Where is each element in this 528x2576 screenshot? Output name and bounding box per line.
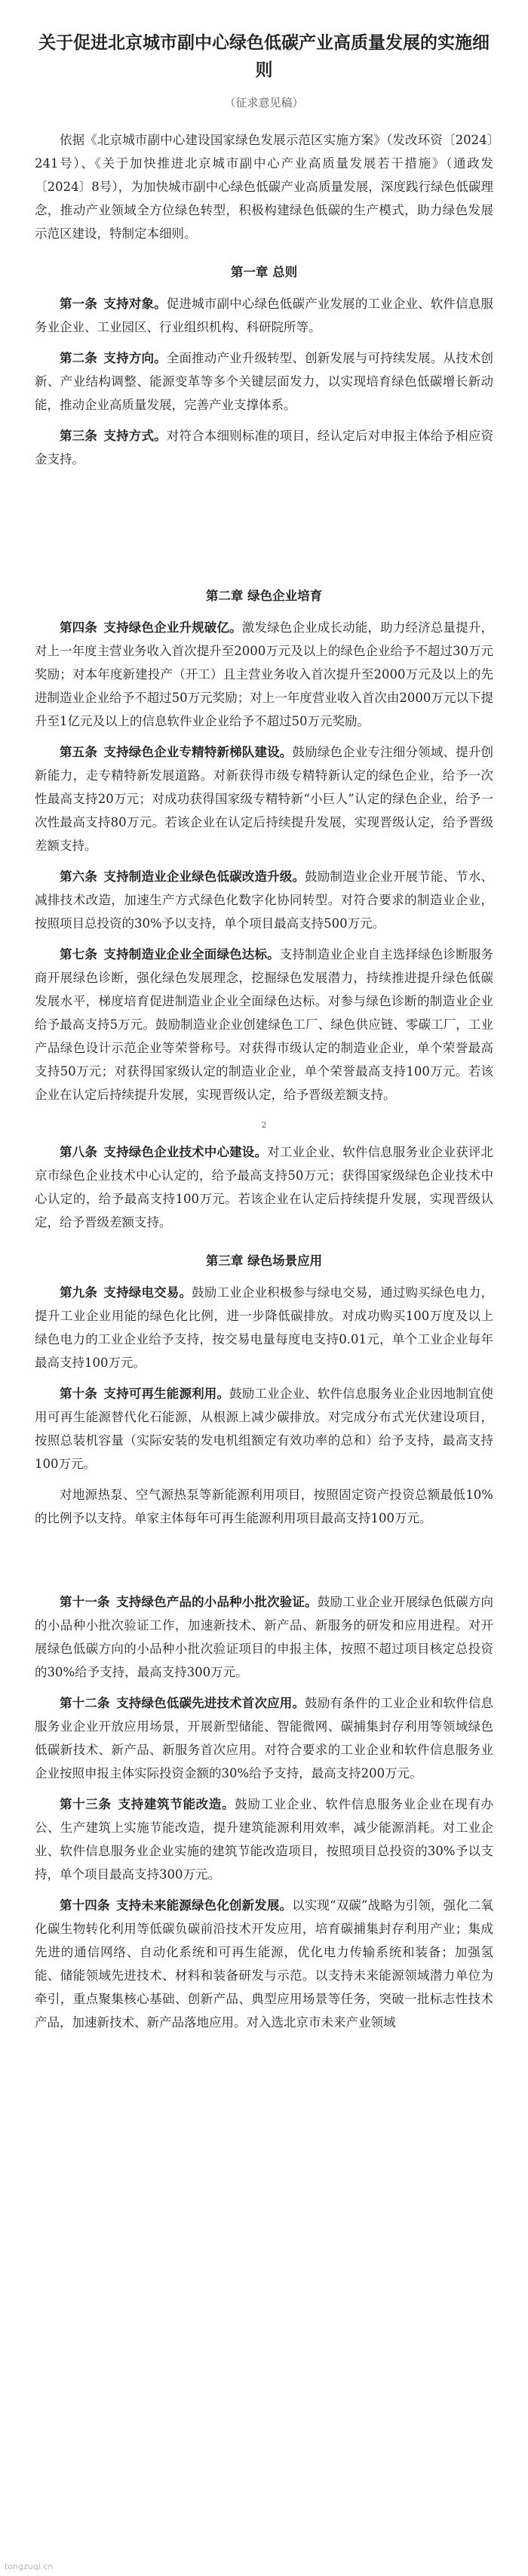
article-paragraph [35, 292, 493, 339]
article-number: 第四条 [60, 620, 98, 636]
article-title: 支持绿色企业专精特新梯队建设。 [103, 745, 293, 760]
article-body: 鼓励工业企业、软件信息服务业企业因地制宜使用可再生能源替代化石能源，从根源上减少碳排放。对完成分布式光伏建设项目，按照总装机容量（实际安装的发电机组额定有效功率的总和）给予支持，最高支持100万元。 [35, 1386, 494, 1472]
article-paragraph [35, 1894, 493, 2034]
article-paragraph: 对地源热泵、空气源热泵等新能源利用项目，按照固定资产投资总额最低10%的比例予以支持。单家主体每年可再生能源利用项目最高支持100万元。 [35, 1488, 493, 1526]
article-paragraph [35, 865, 493, 935]
article-body: 对符合本细则标准的项目，经认定后对申报主体给予相应资金支持。 [35, 429, 494, 467]
article-title: 支持未来能源绿色化创新发展。 [115, 1898, 293, 1913]
preamble-paragraph: 依据《北京城市副中心建设国家绿色发展示范区实施方案》（发改环资〔2024〕241号）、《关于加快推进北京城市副中心产业高质量发展若干措施》（通政发〔2024〕8号），为加快城市副中心绿色低碳产业高质量发展，深度践行绿色低碳理念，推动产业领域全方位绿色转型，积极构建绿色低碳的生产模式，助力绿色发展示范区建设，特制定本细则。 [35, 133, 493, 242]
article-paragraph [35, 943, 493, 1106]
article-body: 鼓励工业企业开展绿色低碳方向的小品种小批次验证工作，加速新技术、新产品、新服务的研发和应用进程。对开展绿色低碳方向的小品种小批次验证项目的申报主体，按照不超过项目核定总投资的30%给予支持，最高支持300万元。 [35, 1595, 494, 1680]
article-title: 支持绿色企业技术中心建设。 [103, 1145, 268, 1160]
chapter-heading: 第一章 总则 [230, 265, 298, 280]
chapter-heading: 第二章 绿色企业培育 [205, 589, 323, 604]
page-number: 2 [261, 1120, 267, 1131]
article-paragraph [35, 616, 493, 733]
article-number: 第十二条 [60, 1696, 110, 1711]
article-title: 支持建筑节能改造。 [117, 1797, 235, 1812]
article-body: 全面推动产业升级转型、创新发展与可持续发展。从技术创新、产业结构调整、能源变革等多个关键层面发力，以实现培育绿色低碳增长新动能，推动企业高质量发展，完善产业支撑体系。 [35, 351, 494, 413]
article-paragraph [35, 346, 493, 417]
article-number: 第一条 [60, 297, 98, 312]
article-body: 支持制造业企业自主选择绿色诊断服务商开展绿色诊断，强化绿色发展理念，挖掘绿色发展潜力，持续推进提升绿色低碳发展水平，梯度培育促进制造业企业全面绿色达标。对参与绿色诊断的制造业企业给予最高支持5万元。鼓励制造业企业创建绿色工厂、绿色供应链、零碳工厂，工业产品绿色设计示范企业等荣誉称号。对获得市级认定的制造业企业，单个荣誉最高支持50万元；对获得国家级认定的制造业企业，单个荣誉最高支持100万元。若该企业在认定后持续提升发展，实现晋级认定，给予晋级差额支持。 [35, 947, 494, 1103]
watermark-text: tongzuqi.cn [5, 2562, 54, 2571]
article-body: 对工业企业、软件信息服务业企业获评北京市绿色企业技术中心认定的，给予最高支持50万元；获得国家级绿色企业技术中心认定的，给予最高支持100万元。若该企业在认定后持续提升发展，实现晋级认定，给予晋级差额支持。 [35, 1145, 494, 1230]
article-number: 第十三条 [60, 1797, 112, 1812]
article-title: 支持绿色企业升规破亿。 [103, 620, 242, 636]
article-paragraph [35, 424, 493, 471]
article-paragraph [35, 1691, 493, 1785]
article-title: 支持方式。 [103, 429, 167, 444]
article-body: 促进城市副中心绿色低碳产业发展的工业企业、软件信息服务业企业、工业园区、行业组织机构、科研院所等。 [35, 297, 494, 335]
article-body: 鼓励制造业企业开展节能、节水、减排技术改造，加速生产方式绿色化数字化协同转型。对符合要求的制造业企业，按照项目总投资的30%予以支持，单个项目最高支持500万元。 [35, 869, 494, 931]
article-title: 支持制造业企业全面绿色达标。 [103, 947, 280, 962]
article-number: 第二条 [60, 351, 98, 366]
article-number: 第八条 [60, 1145, 98, 1160]
article-title: 支持绿电交易。 [103, 1285, 192, 1300]
article-title: 支持绿色低碳先进技术首次应用。 [115, 1696, 305, 1711]
article-number: 第三条 [60, 429, 98, 444]
article-paragraph [35, 740, 493, 857]
article-body: 鼓励工业企业积极参与绿电交易，通过购买绿色电力，提升工业企业用能的绿色化比例，进一步降低碳排放。对成功购买100万度及以上绿色电力的工业企业给予支持，按交易电量每度电支持0.01元，单个工业企业每年最高支持100万元。 [35, 1285, 494, 1371]
article-title: 支持可再生能源利用。 [103, 1386, 230, 1402]
page-gap [35, 1537, 493, 1590]
article-title: 支持制造业企业绿色低碳改造升级。 [103, 869, 305, 885]
article-number: 第十四条 [60, 1898, 110, 1913]
article-body: 鼓励工业企业、软件信息服务业企业在现有办公、生产建筑上实施节能改造，提升建筑能源利用效率，减少能源消耗。对工业企业、软件信息服务业企业实施的建筑节能改造项目，按照项目总投资的30%予以支持，单个项目最高支持300万元。 [35, 1797, 494, 1882]
chapter-heading: 第三章 绿色场景应用 [205, 1254, 323, 1269]
article-number: 第十一条 [60, 1595, 110, 1610]
page-gap [35, 479, 493, 569]
article-title: 支持对象。 [103, 297, 167, 312]
article-paragraph [35, 1140, 493, 1234]
article-paragraph [35, 1590, 493, 1684]
article-body: 鼓励有条件的工业企业和软件信息服务业企业开放应用场景，开展新型储能、智能微网、碳捕集封存利用等领域绿色低碳新技术、新产品、新服务首次应用。对符合要求的工业企业和软件信息服务业企业按照申报主体实际投资金额的30%给予支持，最高支持200万元。 [35, 1696, 494, 1781]
article-number: 第七条 [60, 947, 98, 962]
article-body: 鼓励绿色企业专注细分领域、提升创新能力，走专精特新发展道路。对新获得市级专精特新认定的绿色企业，给予一次性最高支持20万元；对成功获得国家级专精特新“小巨人”认定的绿色企业，给予一次性最高支持80万元。若该企业在认定后持续提升发展，实现晋级认定，给予晋级差额支持。 [35, 745, 494, 854]
article-number: 第九条 [60, 1285, 98, 1300]
article-body: 以实现“双碳”战略为引领，强化二氧化碳生物转化利用等低碳负碳前沿技术开发应用，培育碳捕集封存利用产业；集成先进的通信网络、自动化系统和可再生能源，优化电力传输系统和装备；加强氢能、储能领域先进技术、材料和装备研发与示范。以支持未来能源领域潜力单位为牵引，重点聚集核心基础、创新产品、典型应用场景等任务，突破一批标志性技术产品，加速新技术、新产品落地应用。对入选北京市未来产业领域 [35, 1898, 494, 2030]
article-paragraph [35, 1793, 493, 1886]
article-title: 支持绿色产品的小品种小批次验证。 [115, 1595, 318, 1610]
article-number: 第六条 [60, 869, 98, 885]
article-paragraph [35, 1281, 493, 1374]
document-title: 关于促进北京城市副中心绿色低碳产业高质量发展的实施细则 [38, 33, 490, 80]
article-title: 支持方向。 [103, 351, 167, 366]
article-body: 激发绿色企业成长动能，助力经济总量提升，对上一年度主营业务收入首次提升至2000万元及以上的绿色企业给予不超过30万元奖励；对本年度新建投产（开工）且主营业务收入首次提升至2000万元及以上的先进制造业企业给予不超过50万元奖励；对上一年度营业收入首次由2000万元以下提升至1亿元及以上的信息软件业企业给予不超过50万元奖励。 [35, 620, 494, 729]
document-subtitle: （征求意见稿） [224, 96, 304, 110]
article-number: 第十条 [60, 1386, 98, 1402]
article-paragraph [35, 1382, 493, 1476]
article-number: 第五条 [60, 745, 98, 760]
